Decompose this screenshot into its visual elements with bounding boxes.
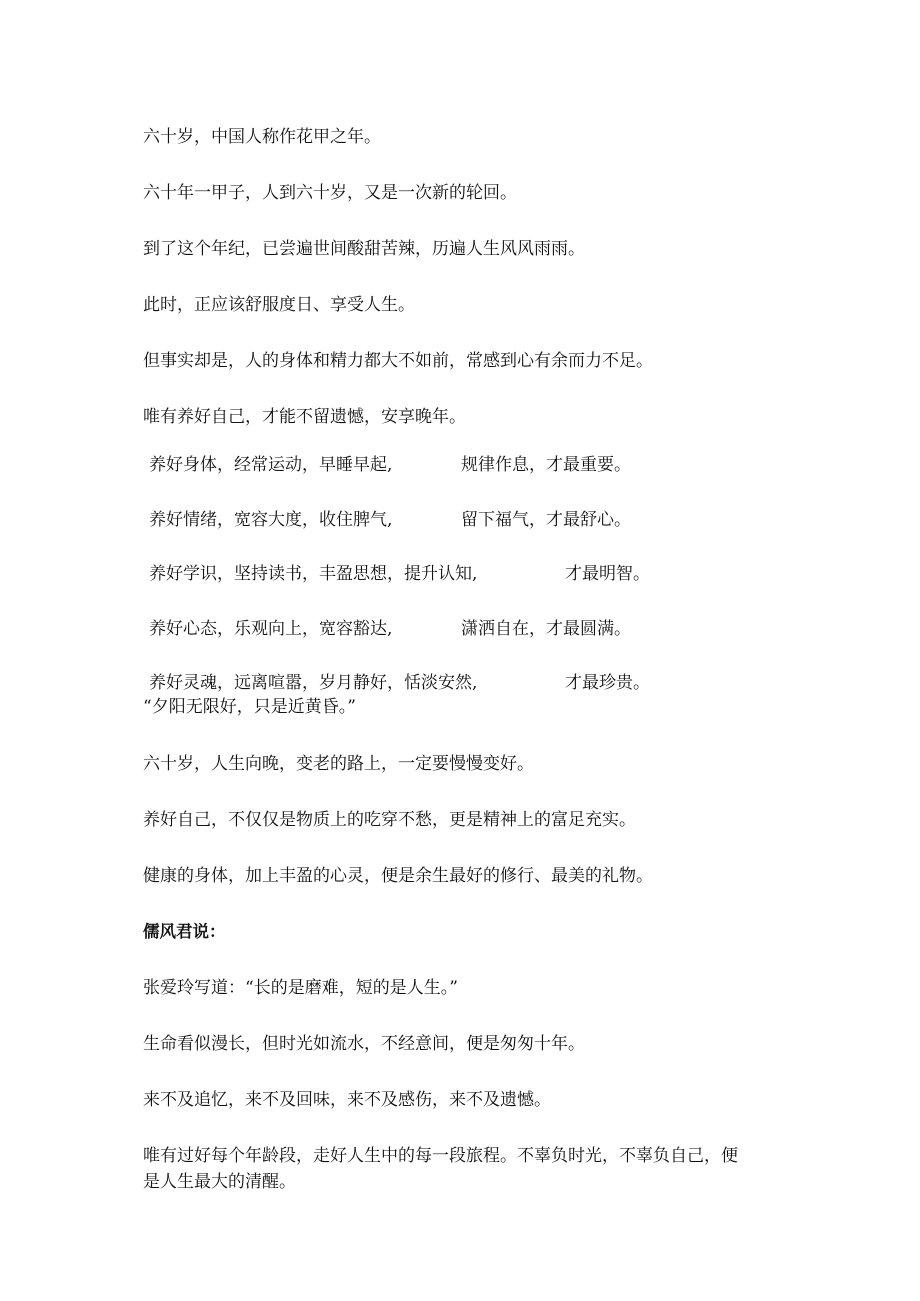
list-item-first-part: 养好学识，坚持读书，丰盈思想，提升认知, [149, 564, 478, 584]
list-item-second-part: 规律作息，才最重要。 [461, 455, 631, 475]
list-item-first-part: 养好心态，乐观向上，宽容豁达, [149, 619, 393, 639]
list-item [149, 670, 749, 696]
paragraph-10: 张爱玲写道：“长的是磨难，短的是人生。” [143, 978, 458, 998]
paragraph-3: 到了这个年纪，已尝遍世间酸甜苦辣，历遍人生风风雨雨。 [143, 239, 585, 259]
paragraph-7: 六十岁，人生向晚，变老的路上，一定要慢慢变好。 [143, 754, 534, 774]
section-heading: 儒风君说： [143, 922, 226, 941]
paragraph-11: 生命看似漫长，但时光如流水，不经意间，便是匆匆十年。 [143, 1034, 585, 1054]
list-item [149, 616, 749, 642]
list-item-second-part: 才最明智。 [565, 564, 650, 584]
list-item [149, 452, 749, 478]
paragraph-5: 但事实却是，人的身体和精力都大不如前，常感到心有余而力不足。 [143, 351, 653, 371]
list-item-first-part: 养好灵魂，远离喧嚣，岁月静好，恬淡安然, [149, 673, 478, 693]
paragraph-2: 六十年一甲子，人到六十岁，又是一次新的轮回。 [143, 183, 517, 203]
list-item [149, 561, 749, 587]
paragraph-12: 来不及追忆，来不及回味，来不及感伤，来不及遗憾。 [143, 1090, 551, 1110]
list-item-second-part: 才最珍贵。 [565, 673, 650, 693]
paragraph-1: 六十岁，中国人称作花甲之年。 [143, 127, 381, 147]
list-item [149, 507, 749, 533]
quote: “夕阳无限好，只是近黄昏。” [143, 697, 356, 717]
list-item-first-part: 养好身体，经常运动，早睡早起, [149, 455, 393, 475]
paragraph-4: 此时，正应该舒服度日、享受人生。 [143, 295, 415, 315]
list-item-second-part: 潇洒自在，才最圆满。 [461, 619, 631, 639]
paragraph-8: 养好自己，不仅仅是物质上的吃穿不愁，更是精神上的富足充实。 [143, 810, 636, 830]
paragraph-9: 健康的身体，加上丰盈的心灵，便是余生最好的修行、最美的礼物。 [143, 866, 653, 886]
paragraph-13: 唯有过好每个年龄段，走好人生中的每一段旅程。不辜负时光，不辜负自己，便是人生最大的清醒。 [143, 1146, 738, 1192]
list-item-first-part: 养好情绪，宽容大度，收住脾气, [149, 510, 393, 530]
list-item-second-part: 留下福气，才最舒心。 [461, 510, 631, 530]
paragraph-6: 唯有养好自己，才能不留遗憾，安享晚年。 [143, 407, 466, 427]
